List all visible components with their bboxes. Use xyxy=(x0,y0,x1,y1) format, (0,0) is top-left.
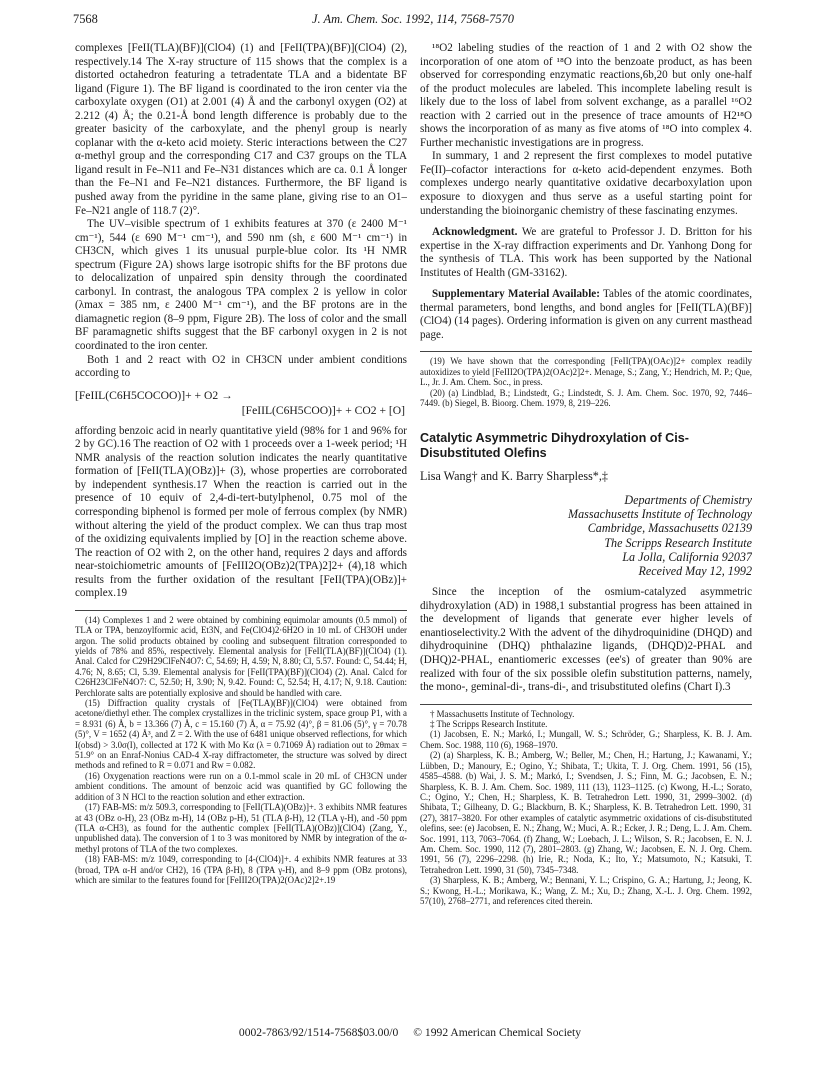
affiliation-line: Massachusetts Institute of Technology xyxy=(568,507,752,522)
footnote: (14) Complexes 1 and 2 were obtained by combining equimolar amounts (0.5 mmol) of TLA or TPA, benzoylformic acid, Et3N, and Fe(ClO4)2·6H2O in 10 mL of CH3OH under argon. The solid products obtained by cooling and subsequent filtration corresponded to yields of 78% and 85%, respectively. Elemental analysis for [FeII(TLA)(BF)](ClO4) (1). Anal. Calcd for C29H29ClFeN4O7: C, 54.69; H, 4.59; N, 8.80; Cl, 5.57. Found: C, 54.44; H, 4.76; N, 8.65; Cl, 5.39. Elemental analysis for [FeII(TPA)(BF)](ClO4) (2). Anal. Calcd for C26H23ClFeN4O7: C, 52.50; H, 3.90; N, 9.42. Found: C, 52.54; H, 4.17; N, 9.18. Caution: Perchlorate salts are potentially explosive and should be handled with care. xyxy=(75,614,407,698)
footnote: (3) Sharpless, K. B.; Amberg, W.; Bennani, Y. L.; Crispino, G. A.; Hartung, J.; Jeong, K. S.; Kwong, H.-L.; Morikawa, K.; Wang, Z. M.; Xu, D.; Zhang, X.-L. J. Org. Chem. 1992, 57(10), 2768–2771, and references cited therein. xyxy=(420,875,752,906)
footnote: (16) Oxygenation reactions were run on a 0.1-mmol scale in 20 mL of CH3CN under ambient conditions. The amount of benzoic acid was quantified by GC following the addition of 3 N HCl to the reaction solution and ether extraction. xyxy=(75,770,407,802)
footnote: (2) (a) Sharpless, K. B.; Amberg, W.; Beller, M.; Chen, H.; Hartung, J.; Kawanami, Y.; Lübben, D.; Manoury, E.; Ogino, Y.; Shibata, T.; Ukita, T. J. Org. Chem. 1991, 56 (15), 4585–4588. (b) Wai, J. S. M.; Markó, I.; Svendsen, J. S.; Finn, M. G.; Jacobsen, E. N.; Sharpless, K. B. J. Am. Chem. Soc. 1989, 111 (13), 1123–1125. (c) Kwong, H.-L.; Sorato, C.; Ogino, Y.; Chen, H.; Sharpless, K. B. Tetrahedron Lett. 1990, 31, 2999–3002. (d) Shibata, T.; Gilheany, D. G.; Blackburn, B. K.; Sharpless, K. B. Tetrahedron Lett. 1990, 31 (27), 3817–3820. For other examples of catalytic asymmetric oxidations of cis-disubstituted olefins, see: (e) Jacobsen, E. N.; Zhang, W.; Muci, A. R.; Ecker, J. R.; Deng, L. J. Am. Chem. Soc. 1991, 113, 7063–7064. (f) Zhang, W.; Loebach, J. L.; Wilson, S. R.; Jacobsen, E. N. J. Am. Chem. Soc. 1990, 112 (7), 2801–2803. (g) Zhang, W.; Jacobsen, E. N. J. Org. Chem. 1991, 56 (7), 2296–2298. (h) Irie, R.; Noda, K.; Ito, Y.; Matsumoto, N.; Katsuki, T. Tetrahedron Lett. 1990, 31 (50), 7345–7348. xyxy=(420,750,752,875)
paragraph: complexes [FeII(TLA)(BF)](ClO4) (1) and [FeII(TPA)(BF)](ClO4) (2), respectively.14 The X-ray structure of 115 shows that the complex is a distorted octahedron featuring a tetradentate TLA and a bidentate BF ligand (Figure 1). The BF ligand is coordinated to the iron center via the carboxylate oxygen (O1) at 2.001 (4) Å and the carbonyl oxygen (O2) at 2.212 (4) Å; the 0.21-Å bond length difference is probably due to the greater basicity of the carboxylate, and the phenyl group is nearly coplanar with the α-keto acid moiety. Steric interactions between the C27 α-methyl group and the corresponding C17 and C37 groups on the TLA ligand result in Fe–N11 and Fe–N31 distances which are ca. 0.1 Å longer than the Fe–N1 and Fe–N21 distances. Furthermore, the BF ligand is pushed away from the pyridine in the same plane, giving rise to an O1–Fe–N21 angle of 118.7 (2)°. xyxy=(75,42,407,217)
affiliation-line: Departments of Chemistry xyxy=(624,493,752,508)
footnote: ‡ The Scripps Research Institute. xyxy=(430,719,548,730)
supplementary-material xyxy=(420,288,752,342)
issn-code: 0002-7863/92/1514-7568$03.00/0 xyxy=(238,1026,399,1039)
equation-line: [FeIIL(C6H5COO)]+ + CO2 + [O] xyxy=(241,403,405,417)
paragraph: affording benzoic acid in nearly quantitative yield (98% for 1 and 96% for 2 by GC).16 The reaction of O2 with 1 proceeds over a 1-week period; ¹H NMR analysis of the reaction solution indicates the nearly quantitative formation of [FeII(TLA)(OBz)]+ (3), whose properties are corroborated by independent synthesis.17 When the reaction is carried out in the presence of 10 equiv of 2,4-di-tert-butylphenol, 0.75 mol of the corresponding biphenol is formed per mole of ferrous complex (by NMR) without altering the yield of the product complex. We can thus trap most of the oxidizing equivalents implied by [O] in the reaction scheme above. The reaction of O2 with 2, on the other hand, requires 2 days and affords near-stoichiometric amounts of [FeIII2O(OBz)2(TPA)2]2+ (4),18 which results from the further oxidation of the resultant [FeII(TPA)(OBz)]+ complex.19 xyxy=(75,424,407,600)
article-title: Catalytic Asymmetric Dihydroxylation of Cis-Disubstituted Olefins xyxy=(420,430,689,460)
right-column xyxy=(420,42,752,1002)
paragraph: In summary, 1 and 2 represent the first complexes to model putative Fe(II)–cofactor interactions for α-keto acid-dependent enzymes. Both complexes undergo nearly quantitative oxidative decarboxylation upon exposure to dioxygen and thus serve as a useful starting point for understanding the bioinorganic chemistry of these fascinating enzymes. xyxy=(420,150,752,217)
paragraph: Both 1 and 2 react with O2 in CH3CN under ambient conditions according to xyxy=(75,353,407,380)
footnote-divider xyxy=(420,704,752,705)
affiliation-line: The Scripps Research Institute xyxy=(604,535,752,550)
reaction-equation xyxy=(75,388,407,418)
footnote: (17) FAB-MS: m/z 509.3, corresponding to [FeII(TLA)(OBz)]+. 3 exhibits NMR features at 43 (OBz o-H), 23 (OBz m-H), 14 (OBz p-H), 51 (TLA β-H), 12 (TLA γ-H), and -50 ppm (TLA α-CH3), as found for the authentic complex [FeII(TLA)(OBz)](ClO4) (Zang, Y., unpublished data). The conversion of 1 to 3 was monitored by NMR by integration of the α-methyl protons of TLA of the two complexes. xyxy=(75,802,407,854)
article-authors: Lisa Wang† and K. Barry Sharpless*,‡ xyxy=(420,468,608,483)
acknowledgment xyxy=(420,226,752,280)
footnotes xyxy=(420,709,752,907)
page-number: 7568 xyxy=(73,12,98,26)
paragraph: Since the inception of the osmium-catalyzed asymmetric dihydroxylation (AD) in 1988,1 substantial progress has been attained in the development of ligands that generate ever higher levels of enantioselectivity.2 With the advent of the dihydroquinidine (DHQD) and dihydroquinine (DHQ) phthalazine ligands, (DHQD)2-PHAL and (DHQ)2-PHAL, enantiomeric excesses (ee's) of greater than 90% are realized with four of the six possible olefin substitution patterns, namely, the mono-, geminal-di-, trans-di-, and trisubstituted olefins (Chart I).3 xyxy=(420,586,752,694)
page-footer xyxy=(0,1026,820,1040)
supplementary-heading: Supplementary Material Available: xyxy=(432,288,600,301)
footnote: † Massachusetts Institute of Technology. xyxy=(430,708,575,719)
footnotes xyxy=(420,356,752,408)
affiliation-line: Cambridge, Massachusetts 02139 xyxy=(587,521,752,536)
footnote-divider xyxy=(420,351,752,352)
footnote-divider xyxy=(75,610,407,611)
acknowledgment-text: We are grateful to Professor J. D. Britton for his expertise in the X-ray diffraction experiments and Dr. Yanhong Dong for the synthesis of TLA. This work has been supported by the National Institutes of Health (GM-33162). xyxy=(420,226,752,279)
equation-line: [FeIIL(C6H5COCOO)]+ + O2 → xyxy=(75,388,233,402)
paragraph: ¹⁸O2 labeling studies of the reaction of 1 and 2 with O2 show the incorporation of one atom of ¹⁸O into the benzoate product, as has been observed for corresponding enzymatic reactions,6b,20 but only one-half of the product molecules are labeled. This incomplete labeling result is likely due to the loss of label from solvent exchange, as a parallel ¹⁶O2 reaction with 2 carried out in the presence of trace amounts of H2¹⁸O shows the incorporation of as many as five atoms of ¹⁸O into complex 4. Further mechanistic investigations are in progress. xyxy=(420,42,752,149)
acknowledgment-heading: Acknowledgment. xyxy=(432,226,518,239)
journal-citation: J. Am. Chem. Soc. 1992, 114, 7568-7570 xyxy=(312,12,514,26)
received-date: Received May 12, 1992 xyxy=(638,564,752,579)
footnote: (15) Diffraction quality crystals of [Fe(TLA)(BF)](ClO4) were obtained from acetone/diethyl ether. The complex crystallizes in the triclinic system, space group P1, with a = 8.931 (6) Å, b = 13.366 (7) Å, c = 15.160 (7) Å, α = 75.92 (4)°, β = 81.06 (5)°, γ = 70.78 (5)°, V = 1652 (4) Å³, and Z = 2. With the use of 6481 unique observed reflections, for which I(obsd) > 3.0σ(I), collected at 172 K with Mo Kα (λ = 0.71069 Å) radiation out to 2θmax = 51.9° on an Enraf-Nonius CAD-4 X-ray diffractometer, the structure was solved by direct methods and refined to R = 0.071 and Rw = 0.082. xyxy=(75,698,407,771)
footnotes xyxy=(75,615,407,886)
running-header xyxy=(73,13,753,29)
footnote: (20) (a) Lindblad, B.; Lindstedt, G.; Lindstedt, S. J. Am. Chem. Soc. 1970, 92, 7446–7449. (b) Siegel, B. Bioorg. Chem. 1979, 8, 219–226. xyxy=(420,387,752,409)
left-column xyxy=(75,42,407,1002)
affiliation-block xyxy=(420,493,752,578)
footnote: (1) Jacobsen, E. N.; Markó, I.; Mungall, W. S.; Schröder, G.; Sharpless, K. B. J. Am. Chem. Soc. 1988, 110 (6), 1968–1970. xyxy=(420,729,752,750)
affiliation-line: La Jolla, California 92037 xyxy=(622,549,752,564)
supplementary-text: Tables of the atomic coordinates, thermal parameters, bond lengths, and bond angles for [FeII(TLA)(BF)](ClO4) (14 pages). Ordering information is given on any current masthead page. xyxy=(420,288,752,341)
paragraph: The UV–visible spectrum of 1 exhibits features at 370 (ε 2400 M⁻¹ cm⁻¹), 544 (ε 690 M⁻¹ cm⁻¹), and 590 nm (sh, ε 600 M⁻¹ cm⁻¹) in CH3CN, which gives 1 its unusual purple-blue color. Its ¹H NMR spectrum (Figure 2A) shows large isotropic shifts for the BF protons due to delocalization of unpaired spin density through the coordinated carbonyl. In contrast, the analogous TPA complex 2 is yellow in color (λmax = 385 nm, ε 2400 M⁻¹ cm⁻¹), and the BF protons are in the diamagnetic region (8–9 ppm, Figure 2B). The loss of color and the small BF paramagnetic shifts suggest that the BF carbonyl oxygen in 2 is not coordinated to the iron center. xyxy=(75,218,407,353)
footnote: (18) FAB-MS: m/z 1049, corresponding to [4-(ClO4)]+. 4 exhibits NMR features at 33 (broad, TPA α-H and/or CH2), 16 (TPA β-H), 8 (TPA γ-H), and 8–9 ppm (OBz protons), which are similar to the features found for [FeIII2O(TPA)2(OAc)2]2+.19 xyxy=(75,854,407,885)
copyright: © 1992 American Chemical Society xyxy=(413,1026,582,1039)
footnote: (19) We have shown that the corresponding [FeII(TPA)(OAc)]2+ complex readily autoxidizes to yield [FeIII2O(TPA)2(OAc)2]2+. Menage, S.; Zang, Y.; Hendrich, M. P.; Que, L., Jr. J. Am. Chem. Soc., in press. xyxy=(420,356,752,388)
